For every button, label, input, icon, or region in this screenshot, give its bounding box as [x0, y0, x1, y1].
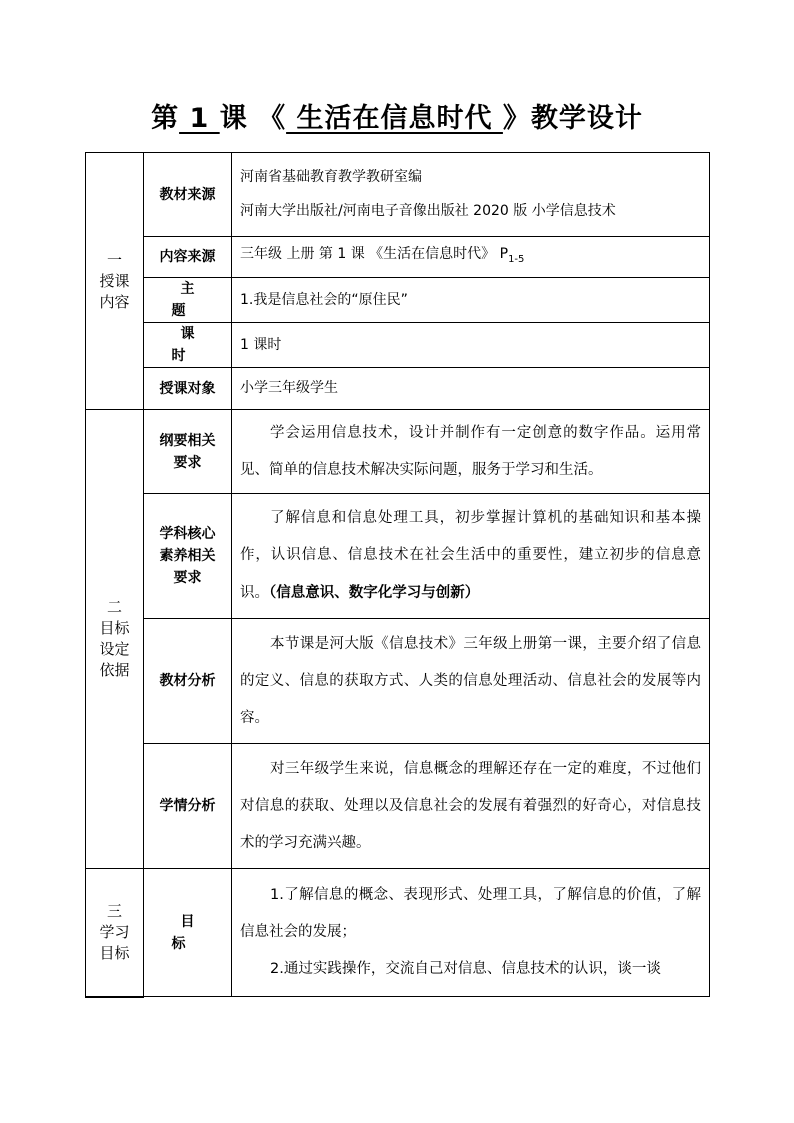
title-end: 》教学设计	[502, 103, 643, 134]
core-literacy-emphasis: （信息意识、数字化学习与创新）	[269, 584, 480, 601]
lesson-plan-table	[85, 152, 710, 998]
value-textbook-source	[232, 153, 710, 237]
core-literacy-label-line2: 素养相关	[159, 548, 216, 564]
textbook-source-line2: 河南大学出版社/河南电子音像出版社 2020 版 小学信息技术	[240, 203, 616, 219]
curriculum-label-line1: 纲要相关	[159, 432, 216, 449]
title-prefix: 第	[151, 103, 180, 134]
section-1-cell	[86, 153, 144, 410]
value-objectives	[232, 869, 710, 997]
objective-item-1: 1.了解信息的概念、表现形式、处理工具，了解信息的价值，了解信息社会的发展；	[240, 887, 701, 940]
section-3-number: 三	[106, 901, 122, 920]
table-row	[86, 153, 710, 237]
core-literacy-text: 了解信息和信息处理工具，初步掌握计算机的基础知识和基本操作，认识信息、信息技术在社会生活中的重要性，建立初步的信息意识。	[240, 510, 701, 601]
title-suffix: 课 《	[219, 103, 287, 134]
content-source-pages: 1-5	[508, 253, 525, 265]
table-row	[86, 323, 710, 368]
section-2-number: 二	[106, 598, 122, 616]
label-hours: 课时	[144, 323, 232, 368]
value-core-literacy	[232, 494, 710, 619]
value-audience: 小学三年级学生	[232, 368, 710, 410]
value-student-analysis: 对三年级学生来说，信息概念的理解还存在一定的难度，不过他们对信息的获取、处理以及信息社会的发展有着强烈的好奇心，对信息技术的学习充满兴趣。	[232, 744, 710, 869]
label-core-literacy	[144, 494, 232, 619]
value-content-source	[232, 237, 710, 278]
section-3-name-line1: 学习	[99, 922, 130, 941]
section-1-name-line1: 授课	[99, 271, 130, 290]
table-row	[86, 744, 710, 869]
section-3-name-line2: 目标	[99, 943, 130, 962]
value-topic: 1.我是信息社会的“原住民”	[232, 278, 710, 323]
label-student-analysis: 学情分析	[144, 744, 232, 869]
table-row	[86, 237, 710, 278]
content-source-text: 三年级 上册 第 1 课 《生活在信息时代》 P	[240, 246, 509, 263]
section-2-name-line1: 目标	[99, 619, 130, 637]
title-lesson-number: 1	[179, 103, 220, 134]
label-topic: 主题	[144, 278, 232, 323]
page-title	[0, 96, 794, 135]
table-row	[86, 869, 710, 997]
textbook-source-line1: 河南省基础教育教学教研室编	[240, 169, 422, 185]
label-objectives: 目标	[144, 869, 232, 997]
section-1-name-line2: 内容	[99, 292, 130, 311]
label-textbook-source: 教材来源	[144, 153, 232, 237]
core-literacy-label-line1: 学科核心	[159, 526, 216, 542]
value-textbook-analysis: 本节课是河大版《信息技术》三年级上册第一课，主要介绍了信息的定义、信息的获取方式、人类的信息处理活动、信息社会的发展等内容。	[232, 619, 710, 744]
label-audience: 授课对象	[144, 368, 232, 410]
section-3-cell	[86, 869, 144, 997]
section-2-cell	[86, 410, 144, 869]
core-literacy-label-line3: 要求	[173, 570, 202, 586]
value-curriculum: 学会运用信息技术，设计并制作有一定创意的数字作品。运用常见、简单的信息技术解决实际问题，服务于学习和生活。	[232, 410, 710, 494]
table-row	[86, 278, 710, 323]
title-lesson-name: 生活在信息时代	[286, 103, 503, 134]
section-2-name-line2: 设定	[99, 640, 130, 658]
table-row	[86, 619, 710, 744]
label-textbook-analysis: 教材分析	[144, 619, 232, 744]
label-curriculum	[144, 410, 232, 494]
label-content-source: 内容来源	[144, 237, 232, 278]
value-hours: 1 课时	[232, 323, 710, 368]
table-row	[86, 368, 710, 410]
objective-item-2: 2.通过实践操作，交流自己对信息、信息技术的认识，谈一谈	[270, 961, 661, 977]
table-row	[86, 494, 710, 619]
curriculum-label-line2: 要求	[173, 454, 202, 471]
table-row	[86, 410, 710, 494]
section-2-name-line3: 依据	[99, 661, 130, 679]
section-1-number: 一	[106, 250, 122, 269]
